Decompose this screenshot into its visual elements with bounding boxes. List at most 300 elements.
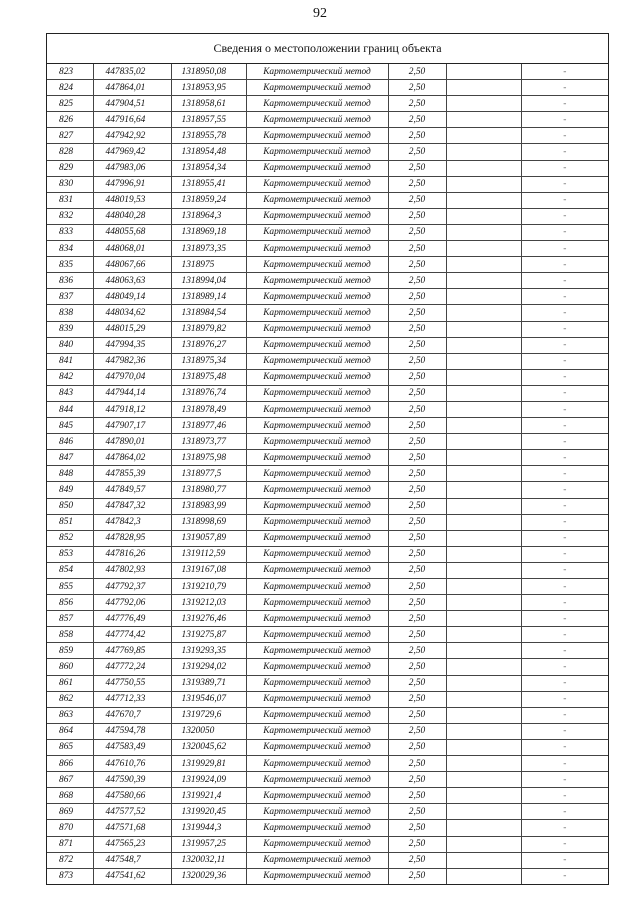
dash-cell: - — [521, 659, 608, 675]
x-coordinate-cell: 448068,01 — [93, 241, 171, 257]
x-coordinate-cell: 448063,63 — [93, 273, 171, 289]
y-coordinate-cell: 1319057,89 — [171, 530, 246, 546]
point-number-cell: 862 — [47, 691, 93, 707]
dash-cell: - — [521, 96, 608, 112]
accuracy-cell: 2,50 — [388, 611, 446, 627]
table-row — [47, 401, 608, 417]
dash-cell: - — [521, 241, 608, 257]
accuracy-cell: 2,50 — [388, 450, 446, 466]
accuracy-cell: 2,50 — [388, 627, 446, 643]
accuracy-cell: 2,50 — [388, 208, 446, 224]
y-coordinate-cell: 1319924,09 — [171, 772, 246, 788]
y-coordinate-cell: 1318998,69 — [171, 514, 246, 530]
y-coordinate-cell: 1319921,4 — [171, 788, 246, 804]
method-cell: Картометрический метод — [246, 627, 388, 643]
point-number-cell: 831 — [47, 192, 93, 208]
accuracy-cell: 2,50 — [388, 820, 446, 836]
dash-cell: - — [521, 820, 608, 836]
empty-cell — [446, 208, 521, 224]
y-coordinate-cell: 1319957,25 — [171, 836, 246, 852]
empty-cell — [446, 418, 521, 434]
dash-cell: - — [521, 112, 608, 128]
x-coordinate-cell: 448015,29 — [93, 321, 171, 337]
x-coordinate-cell: 447864,01 — [93, 80, 171, 96]
point-number-cell: 858 — [47, 627, 93, 643]
y-coordinate-cell: 1318976,74 — [171, 385, 246, 401]
table-row — [47, 434, 608, 450]
accuracy-cell: 2,50 — [388, 434, 446, 450]
table-row — [47, 208, 608, 224]
point-number-cell: 834 — [47, 241, 93, 257]
table-row — [47, 64, 608, 80]
table-row — [47, 691, 608, 707]
x-coordinate-cell: 447772,24 — [93, 659, 171, 675]
x-coordinate-cell: 447769,85 — [93, 643, 171, 659]
table-row — [47, 273, 608, 289]
point-number-cell: 863 — [47, 707, 93, 723]
table-row — [47, 595, 608, 611]
point-number-cell: 870 — [47, 820, 93, 836]
point-number-cell: 869 — [47, 804, 93, 820]
point-number-cell: 849 — [47, 482, 93, 498]
empty-cell — [446, 707, 521, 723]
empty-cell — [446, 627, 521, 643]
accuracy-cell: 2,50 — [388, 64, 446, 80]
empty-cell — [446, 305, 521, 321]
method-cell: Картометрический метод — [246, 64, 388, 80]
empty-cell — [446, 836, 521, 852]
point-number-cell: 859 — [47, 643, 93, 659]
point-number-cell: 846 — [47, 434, 93, 450]
method-cell: Картометрический метод — [246, 80, 388, 96]
x-coordinate-cell: 447610,76 — [93, 756, 171, 772]
y-coordinate-cell: 1318973,77 — [171, 434, 246, 450]
dash-cell: - — [521, 160, 608, 176]
empty-cell — [446, 675, 521, 691]
dash-cell: - — [521, 176, 608, 192]
point-number-cell: 868 — [47, 788, 93, 804]
x-coordinate-cell: 447849,57 — [93, 482, 171, 498]
table-row — [47, 820, 608, 836]
table-row — [47, 257, 608, 273]
table-row — [47, 868, 608, 884]
method-cell: Картометрический метод — [246, 691, 388, 707]
x-coordinate-cell: 447942,92 — [93, 128, 171, 144]
dash-cell: - — [521, 401, 608, 417]
x-coordinate-cell: 447944,14 — [93, 385, 171, 401]
method-cell: Картометрический метод — [246, 144, 388, 160]
method-cell: Картометрический метод — [246, 192, 388, 208]
accuracy-cell: 2,50 — [388, 772, 446, 788]
y-coordinate-cell: 1318976,27 — [171, 337, 246, 353]
method-cell: Картометрический метод — [246, 112, 388, 128]
empty-cell — [446, 385, 521, 401]
accuracy-cell: 2,50 — [388, 192, 446, 208]
x-coordinate-cell: 447847,32 — [93, 498, 171, 514]
method-cell: Картометрический метод — [246, 562, 388, 578]
point-number-cell: 872 — [47, 852, 93, 868]
point-number-cell: 842 — [47, 369, 93, 385]
accuracy-cell: 2,50 — [388, 691, 446, 707]
dash-cell: - — [521, 739, 608, 755]
dash-cell: - — [521, 64, 608, 80]
accuracy-cell: 2,50 — [388, 112, 446, 128]
method-cell: Картометрический метод — [246, 498, 388, 514]
table-row — [47, 112, 608, 128]
table-row — [47, 546, 608, 562]
accuracy-cell: 2,50 — [388, 514, 446, 530]
x-coordinate-cell: 447580,66 — [93, 788, 171, 804]
y-coordinate-cell: 1319112,59 — [171, 546, 246, 562]
y-coordinate-cell: 1319293,35 — [171, 643, 246, 659]
table-title: Сведения о местоположении границ объекта — [47, 34, 608, 64]
table-row — [47, 514, 608, 530]
x-coordinate-cell: 447890,01 — [93, 434, 171, 450]
accuracy-cell: 2,50 — [388, 804, 446, 820]
y-coordinate-cell: 1320050 — [171, 723, 246, 739]
y-coordinate-cell: 1318969,18 — [171, 224, 246, 240]
empty-cell — [446, 868, 521, 884]
x-coordinate-cell: 448040,28 — [93, 208, 171, 224]
dash-cell: - — [521, 353, 608, 369]
x-coordinate-cell: 447864,02 — [93, 450, 171, 466]
y-coordinate-cell: 1318989,14 — [171, 289, 246, 305]
accuracy-cell: 2,50 — [388, 756, 446, 772]
point-number-cell: 825 — [47, 96, 93, 112]
y-coordinate-cell: 1318984,54 — [171, 305, 246, 321]
point-number-cell: 855 — [47, 579, 93, 595]
accuracy-cell: 2,50 — [388, 418, 446, 434]
table-row — [47, 192, 608, 208]
dash-cell: - — [521, 579, 608, 595]
table-row — [47, 160, 608, 176]
empty-cell — [446, 498, 521, 514]
table-row — [47, 739, 608, 755]
point-number-cell: 867 — [47, 772, 93, 788]
method-cell: Картометрический метод — [246, 257, 388, 273]
table-row — [47, 96, 608, 112]
table-row — [47, 482, 608, 498]
coordinates-table — [47, 64, 608, 884]
method-cell: Картометрический метод — [246, 305, 388, 321]
table-row — [47, 498, 608, 514]
accuracy-cell: 2,50 — [388, 144, 446, 160]
x-coordinate-cell: 447994,35 — [93, 337, 171, 353]
table-row — [47, 337, 608, 353]
empty-cell — [446, 224, 521, 240]
x-coordinate-cell: 447577,52 — [93, 804, 171, 820]
accuracy-cell: 2,50 — [388, 385, 446, 401]
point-number-cell: 828 — [47, 144, 93, 160]
point-number-cell: 873 — [47, 868, 93, 884]
empty-cell — [446, 176, 521, 192]
accuracy-cell: 2,50 — [388, 353, 446, 369]
y-coordinate-cell: 1318954,48 — [171, 144, 246, 160]
method-cell: Картометрический метод — [246, 96, 388, 112]
accuracy-cell: 2,50 — [388, 530, 446, 546]
y-coordinate-cell: 1318983,99 — [171, 498, 246, 514]
y-coordinate-cell: 1319920,45 — [171, 804, 246, 820]
point-number-cell: 864 — [47, 723, 93, 739]
table-row — [47, 772, 608, 788]
accuracy-cell: 2,50 — [388, 80, 446, 96]
empty-cell — [446, 804, 521, 820]
point-number-cell: 838 — [47, 305, 93, 321]
empty-cell — [446, 466, 521, 482]
page-number: 92 — [313, 6, 327, 21]
accuracy-cell: 2,50 — [388, 176, 446, 192]
x-coordinate-cell: 447828,95 — [93, 530, 171, 546]
empty-cell — [446, 820, 521, 836]
dash-cell: - — [563, 871, 567, 882]
empty-cell — [446, 160, 521, 176]
table-row — [47, 321, 608, 337]
point-number-cell: 836 — [47, 273, 93, 289]
empty-cell — [446, 80, 521, 96]
accuracy-cell: 2,50 — [388, 675, 446, 691]
x-coordinate-cell: 448019,53 — [93, 192, 171, 208]
point-number-cell: 829 — [47, 160, 93, 176]
empty-cell — [446, 514, 521, 530]
x-coordinate-cell: 447541,62 — [93, 868, 171, 884]
table-row — [47, 675, 608, 691]
x-coordinate-cell: 447802,93 — [93, 562, 171, 578]
x-coordinate-cell: 447996,91 — [93, 176, 171, 192]
accuracy-cell: 2,50 — [388, 659, 446, 675]
x-coordinate-cell: 448049,14 — [93, 289, 171, 305]
y-coordinate-cell: 1318950,08 — [171, 64, 246, 80]
method-cell: Картометрический метод — [246, 128, 388, 144]
dash-cell: - — [521, 530, 608, 546]
method-cell: Картометрический метод — [246, 707, 388, 723]
accuracy-cell: 2,50 — [388, 836, 446, 852]
x-coordinate-cell: 447855,39 — [93, 466, 171, 482]
table-row — [47, 756, 608, 772]
dash-cell: - — [521, 385, 608, 401]
empty-cell — [446, 321, 521, 337]
table-row — [47, 450, 608, 466]
point-number-cell: 835 — [47, 257, 93, 273]
table-row — [47, 369, 608, 385]
accuracy-cell: 2,50 — [388, 289, 446, 305]
point-number-cell: 865 — [47, 739, 93, 755]
method-cell: Картометрический метод — [246, 739, 388, 755]
point-number-cell: 845 — [47, 418, 93, 434]
y-coordinate-cell: 1318958,61 — [171, 96, 246, 112]
accuracy-cell: 2,50 — [388, 96, 446, 112]
dash-cell: - — [521, 321, 608, 337]
x-coordinate-cell: 447907,17 — [93, 418, 171, 434]
x-coordinate-cell: 448067,66 — [93, 257, 171, 273]
y-coordinate-cell: 1320045,62 — [171, 739, 246, 755]
method-cell: Картометрический метод — [246, 160, 388, 176]
method-cell: Картометрический метод — [246, 723, 388, 739]
empty-cell — [446, 289, 521, 305]
method-cell: Картометрический метод — [246, 868, 388, 884]
method-cell: Картометрический метод — [246, 546, 388, 562]
empty-cell — [446, 257, 521, 273]
accuracy-cell: 2,50 — [388, 241, 446, 257]
table-row — [47, 128, 608, 144]
table-row — [47, 80, 608, 96]
x-coordinate-cell: 447590,39 — [93, 772, 171, 788]
dash-cell: - — [521, 498, 608, 514]
x-coordinate-cell: 447904,51 — [93, 96, 171, 112]
method-cell: Картометрический метод — [246, 434, 388, 450]
accuracy-cell: 2,50 — [388, 579, 446, 595]
table-row — [47, 852, 608, 868]
dash-cell: - — [521, 804, 608, 820]
y-coordinate-cell: 1319729,6 — [171, 707, 246, 723]
method-cell: Картометрический метод — [246, 788, 388, 804]
point-number-cell: 857 — [47, 611, 93, 627]
point-number-cell: 823 — [47, 64, 93, 80]
point-number-cell: 866 — [47, 756, 93, 772]
point-number-cell: 824 — [47, 80, 93, 96]
dash-cell: - — [521, 595, 608, 611]
method-cell: Картометрический метод — [246, 241, 388, 257]
method-cell: Картометрический метод — [246, 530, 388, 546]
x-coordinate-cell: 447712,33 — [93, 691, 171, 707]
point-number-cell: 837 — [47, 289, 93, 305]
dash-cell: - — [521, 772, 608, 788]
method-cell: Картометрический метод — [246, 804, 388, 820]
accuracy-cell: 2,50 — [388, 273, 446, 289]
y-coordinate-cell: 1318980,77 — [171, 482, 246, 498]
y-coordinate-cell: 1318975,34 — [171, 353, 246, 369]
point-number-cell: 854 — [47, 562, 93, 578]
y-coordinate-cell: 1320029,36 — [171, 868, 246, 884]
x-coordinate-cell: 447565,23 — [93, 836, 171, 852]
y-coordinate-cell: 1319210,79 — [171, 579, 246, 595]
accuracy-cell: 2,50 — [388, 160, 446, 176]
dash-cell: - — [521, 836, 608, 852]
point-number-cell: 856 — [47, 595, 93, 611]
table-row — [47, 723, 608, 739]
x-coordinate-cell: 447835,02 — [93, 64, 171, 80]
y-coordinate-cell: 1319944,3 — [171, 820, 246, 836]
y-coordinate-cell: 1318975 — [171, 257, 246, 273]
empty-cell — [446, 482, 521, 498]
method-cell: Картометрический метод — [246, 595, 388, 611]
method-cell: Картометрический метод — [246, 820, 388, 836]
empty-cell — [446, 369, 521, 385]
empty-cell — [446, 691, 521, 707]
empty-cell — [446, 112, 521, 128]
point-number-cell: 841 — [47, 353, 93, 369]
empty-cell — [446, 241, 521, 257]
empty-cell — [446, 723, 521, 739]
y-coordinate-cell: 1318954,34 — [171, 160, 246, 176]
boundary-table-frame — [46, 33, 609, 885]
table-row — [47, 466, 608, 482]
dash-cell: - — [521, 289, 608, 305]
accuracy-cell: 2,50 — [388, 128, 446, 144]
table-row — [47, 836, 608, 852]
dash-cell: - — [521, 418, 608, 434]
dash-cell: - — [521, 627, 608, 643]
empty-cell — [446, 64, 521, 80]
method-cell: Картометрический метод — [246, 852, 388, 868]
method-cell: Картометрический метод — [246, 611, 388, 627]
point-number-cell: 871 — [47, 836, 93, 852]
dash-cell: - — [521, 723, 608, 739]
method-cell: Картометрический метод — [246, 369, 388, 385]
x-coordinate-cell: 447816,26 — [93, 546, 171, 562]
point-number-cell: 840 — [47, 337, 93, 353]
dash-cell: - — [521, 80, 608, 96]
empty-cell — [446, 192, 521, 208]
x-coordinate-cell: 447571,68 — [93, 820, 171, 836]
y-coordinate-cell: 1318973,35 — [171, 241, 246, 257]
y-coordinate-cell: 1318994,04 — [171, 273, 246, 289]
dash-cell: - — [521, 643, 608, 659]
empty-cell — [446, 579, 521, 595]
empty-cell — [446, 401, 521, 417]
method-cell: Картометрический метод — [246, 385, 388, 401]
table-row — [47, 643, 608, 659]
dash-cell: - — [521, 257, 608, 273]
point-number-cell: 848 — [47, 466, 93, 482]
empty-cell — [446, 96, 521, 112]
accuracy-cell: 2,50 — [388, 852, 446, 868]
empty-cell — [446, 852, 521, 868]
point-number-cell: 827 — [47, 128, 93, 144]
dash-cell: - — [521, 852, 608, 868]
method-cell: Картометрический метод — [246, 659, 388, 675]
y-coordinate-cell: 1318953,95 — [171, 80, 246, 96]
y-coordinate-cell: 1318975,98 — [171, 450, 246, 466]
x-coordinate-cell: 447982,36 — [93, 353, 171, 369]
empty-cell — [446, 434, 521, 450]
point-number-cell: 847 — [47, 450, 93, 466]
accuracy-cell: 2,50 — [388, 466, 446, 482]
y-coordinate-cell: 1319275,87 — [171, 627, 246, 643]
dash-cell: - — [521, 788, 608, 804]
point-number-cell: 852 — [47, 530, 93, 546]
x-coordinate-cell: 447918,12 — [93, 401, 171, 417]
x-coordinate-cell: 447916,64 — [93, 112, 171, 128]
point-number-cell: 833 — [47, 224, 93, 240]
x-coordinate-cell: 447548,7 — [93, 852, 171, 868]
table-row — [47, 418, 608, 434]
table-row — [47, 579, 608, 595]
method-cell: Картометрический метод — [246, 756, 388, 772]
table-row — [47, 659, 608, 675]
empty-cell — [446, 546, 521, 562]
y-coordinate-cell: 1319212,03 — [171, 595, 246, 611]
method-cell: Картометрический метод — [246, 353, 388, 369]
table-row — [47, 241, 608, 257]
method-cell: Картометрический метод — [246, 418, 388, 434]
method-cell: Картометрический метод — [246, 176, 388, 192]
method-cell: Картометрический метод — [246, 224, 388, 240]
empty-cell — [446, 144, 521, 160]
empty-cell — [446, 611, 521, 627]
point-number-cell: 832 — [47, 208, 93, 224]
dash-cell: - — [521, 482, 608, 498]
point-number-cell: 826 — [47, 112, 93, 128]
x-coordinate-cell: 448034,62 — [93, 305, 171, 321]
empty-cell — [446, 337, 521, 353]
table-row — [47, 530, 608, 546]
empty-cell — [446, 756, 521, 772]
method-cell: Картометрический метод — [246, 482, 388, 498]
y-coordinate-cell: 1319294,02 — [171, 659, 246, 675]
x-coordinate-cell: 447583,49 — [93, 739, 171, 755]
method-cell: Картометрический метод — [246, 675, 388, 691]
y-coordinate-cell: 1318964,3 — [171, 208, 246, 224]
